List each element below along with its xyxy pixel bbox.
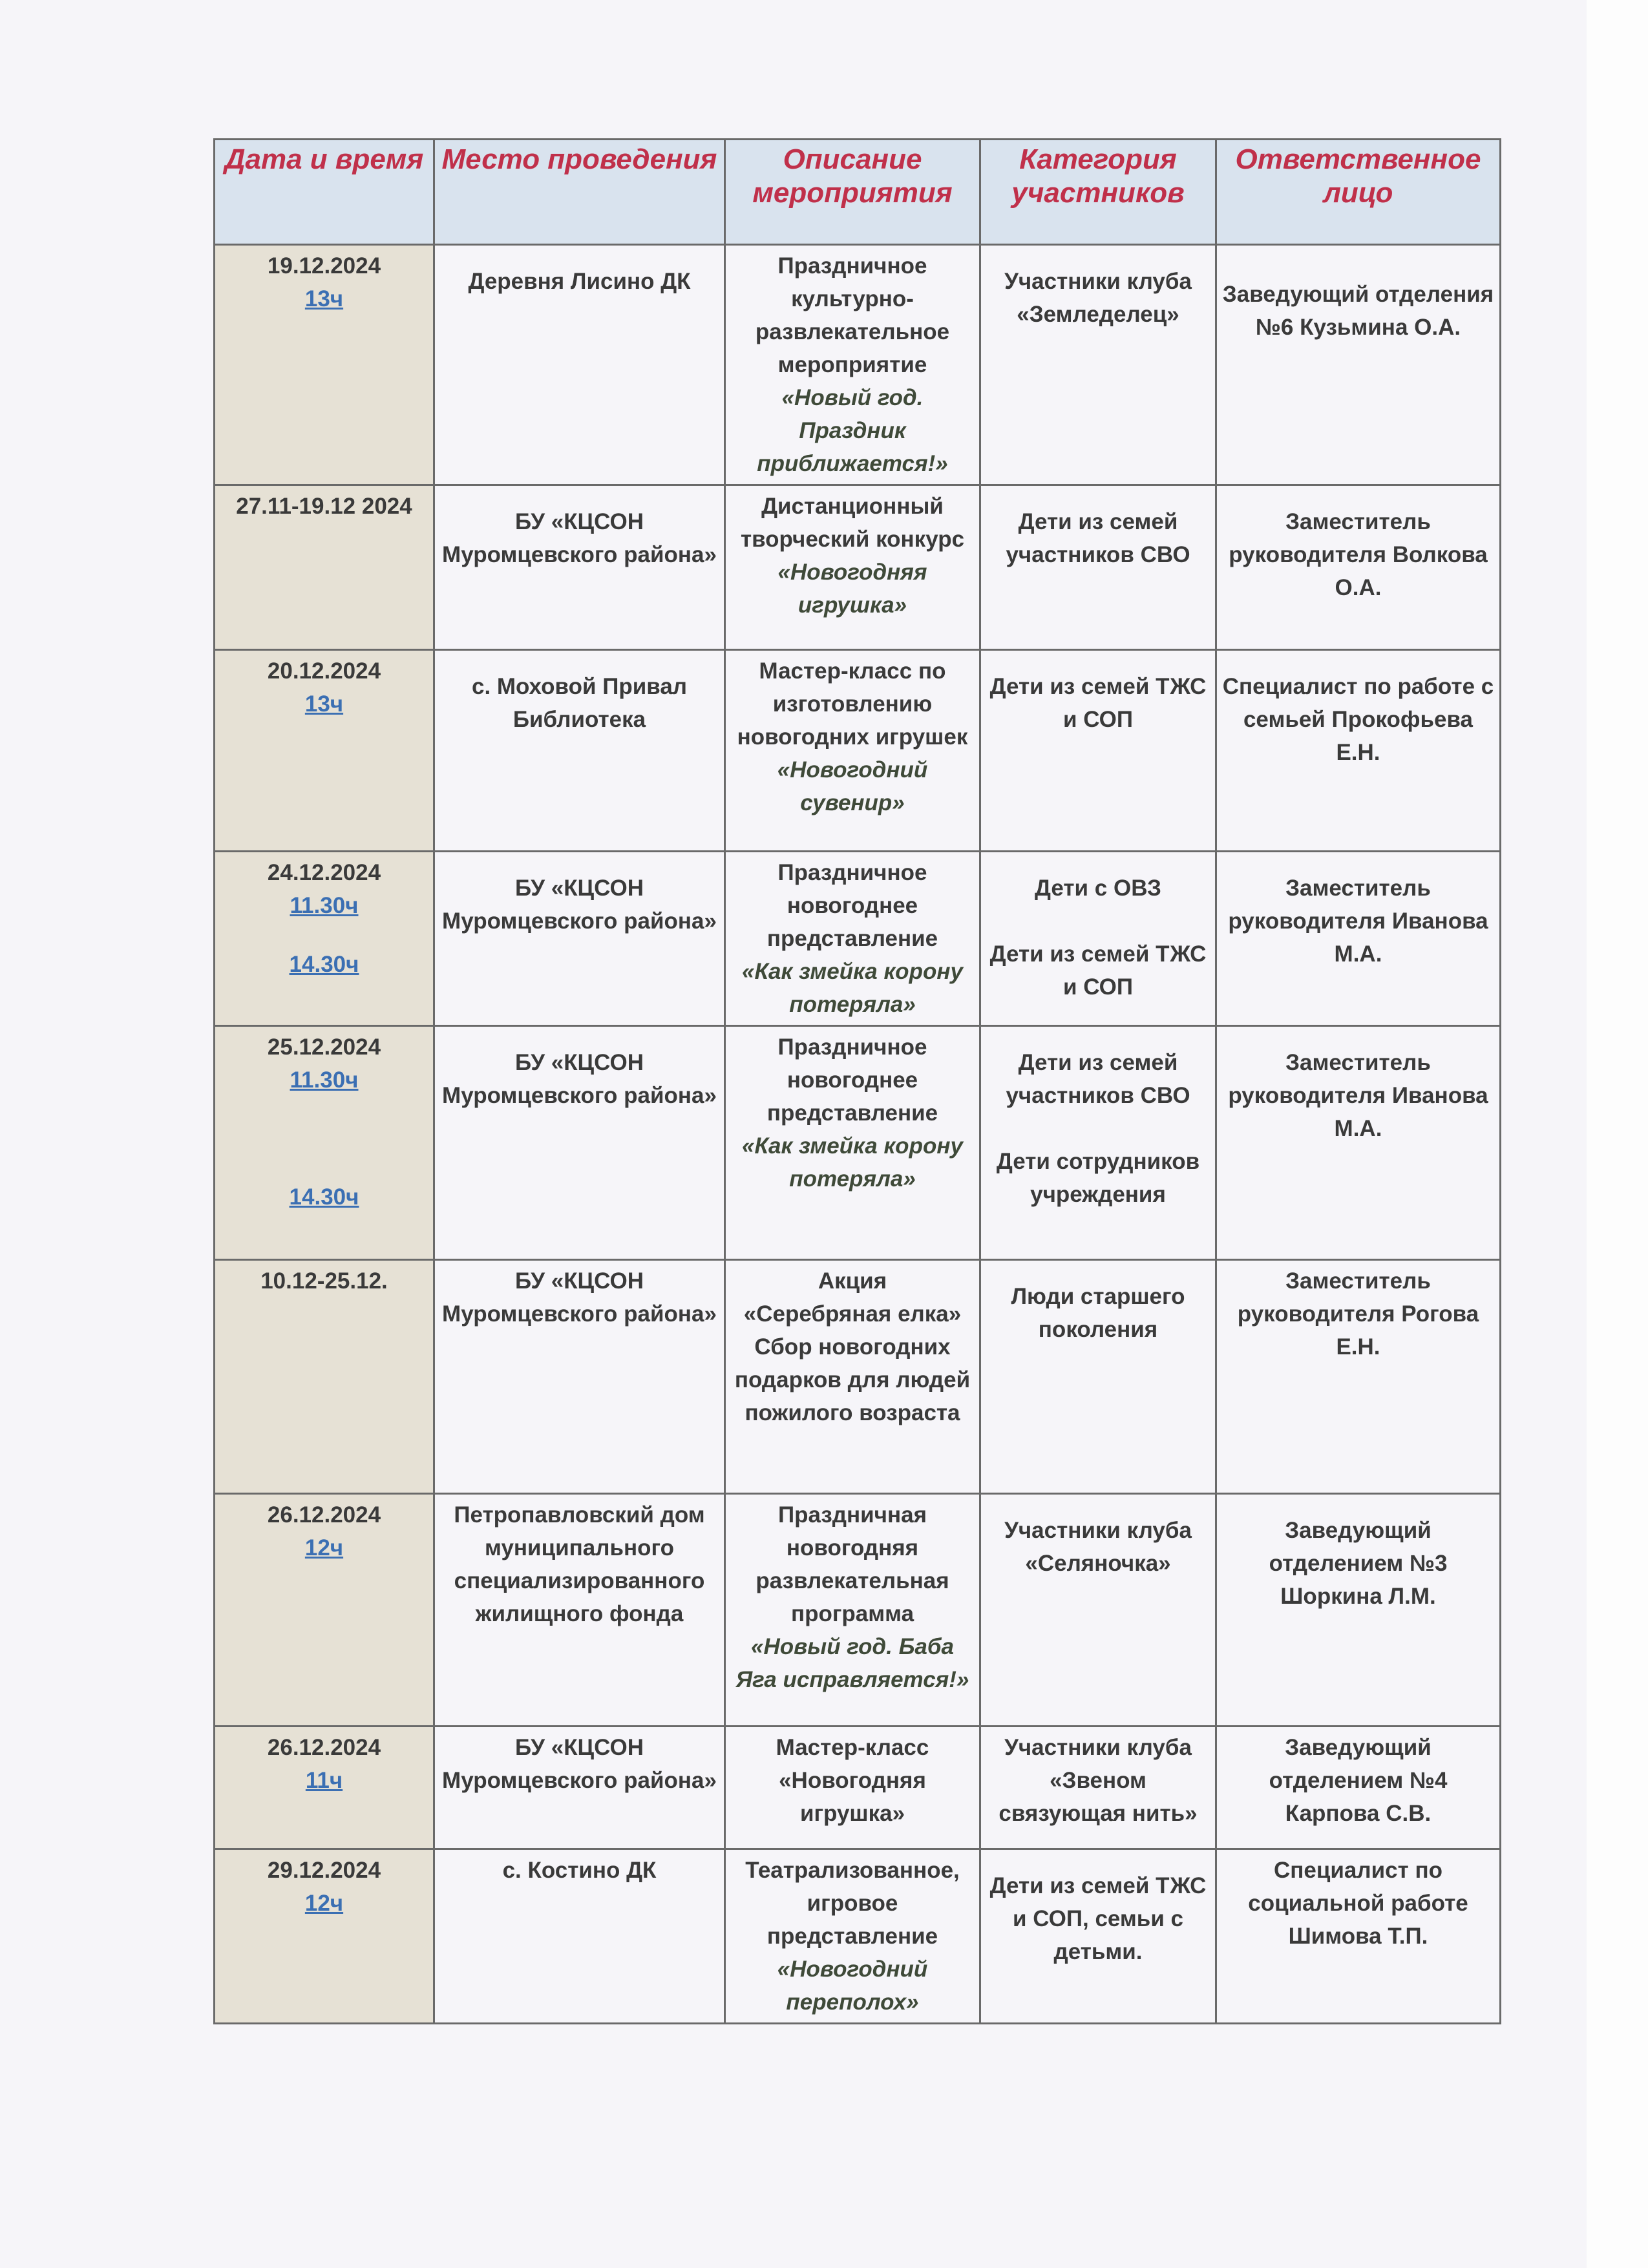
venue-cell: БУ «КЦСОН Муромцевского района» bbox=[434, 1260, 725, 1494]
event-description: Праздничное новогоднее представление bbox=[766, 860, 938, 951]
description-cell bbox=[725, 852, 980, 1026]
responsible-cell: Заведующий отделением №4 Карпова С.В. bbox=[1216, 1727, 1501, 1849]
event-title: «Как змейка корону потеряла» bbox=[742, 1133, 963, 1192]
venue-cell: БУ «КЦСОН Муромцевского района» bbox=[434, 1026, 725, 1260]
event-time-2: 14.30ч bbox=[289, 1184, 359, 1210]
description-cell bbox=[725, 245, 980, 485]
description-cell bbox=[725, 485, 980, 650]
description-cell bbox=[725, 1849, 980, 2024]
description-cell bbox=[725, 1260, 980, 1494]
date-cell bbox=[215, 1026, 434, 1260]
event-description: Праздничная новогодняя развлекательная программа bbox=[755, 1502, 949, 1626]
page-edge bbox=[1587, 0, 1648, 2268]
responsible-cell: Заведующий отделения №6 Кузьмина О.А. bbox=[1216, 245, 1501, 485]
event-time: 11.30ч bbox=[290, 893, 359, 918]
venue-cell: Петропавловский дом муниципального специализированного жилищного фонда bbox=[434, 1494, 725, 1727]
event-description: Акция bbox=[818, 1268, 887, 1294]
responsible-cell: Специалист по социальной работе Шимова Т.П. bbox=[1216, 1849, 1501, 2024]
responsible-cell: Заместитель руководителя Волкова О.А. bbox=[1216, 485, 1501, 650]
description-cell bbox=[725, 1026, 980, 1260]
category-cell: Дети из семей ТЖС и СОП bbox=[980, 650, 1216, 852]
date-cell bbox=[215, 852, 434, 1026]
event-date: 27.11-19.12 2024 bbox=[236, 494, 412, 519]
event-description: Праздничное культурно-развлекательное мероприятие bbox=[755, 253, 950, 377]
venue-cell: БУ «КЦСОН Муромцевского района» bbox=[434, 485, 725, 650]
category-cell: Люди старшего поколения bbox=[980, 1260, 1216, 1494]
category-cell: Участники клуба «Земледелец» bbox=[980, 245, 1216, 485]
event-description: Дистанционный творческий конкурс bbox=[740, 494, 965, 552]
event-date: 26.12.2024 bbox=[267, 1735, 381, 1760]
event-description-2: Сбор новогодних подарков для людей пожилого возраста bbox=[734, 1334, 971, 1425]
event-date: 26.12.2024 bbox=[267, 1502, 381, 1528]
table-row bbox=[215, 1494, 1501, 1727]
event-description: Мастер-класс по изготовлению новогодних игрушек bbox=[737, 658, 968, 750]
event-title: «Новогодний переполох» bbox=[777, 1957, 928, 2015]
event-time: 12ч bbox=[304, 1891, 344, 1916]
table-row bbox=[215, 650, 1501, 852]
participant-category-2: Дети сотрудников учреждения bbox=[996, 1149, 1200, 1207]
participant-category: Дети из семей участников СВО bbox=[1006, 1050, 1190, 1108]
event-time: 12ч bbox=[304, 1535, 344, 1560]
table-row bbox=[215, 485, 1501, 650]
events-table bbox=[213, 138, 1501, 2024]
description-cell bbox=[725, 1494, 980, 1727]
event-date: 24.12.2024 bbox=[267, 860, 381, 885]
category-cell: Дети из семей участников СВО bbox=[980, 485, 1216, 650]
responsible-cell: Заведующий отделением №3 Шоркина Л.М. bbox=[1216, 1494, 1501, 1727]
participant-category-2: Дети из семей ТЖС и СОП bbox=[989, 941, 1207, 1000]
event-title: «Как змейка корону потеряла» bbox=[742, 959, 963, 1017]
category-cell: Участники клуба «Звеном связующая нить» bbox=[980, 1727, 1216, 1849]
description-cell: Мастер-класс «Новогодняя игрушка» bbox=[725, 1727, 980, 1849]
event-title: «Новогодний сувенир» bbox=[777, 757, 928, 815]
date-cell bbox=[215, 1727, 434, 1849]
category-cell: Участники клуба «Селяночка» bbox=[980, 1494, 1216, 1727]
header-row bbox=[215, 140, 1501, 245]
date-cell bbox=[215, 650, 434, 852]
header-description: Описание мероприятия bbox=[725, 140, 980, 245]
event-title: «Новогодняя игрушка» bbox=[777, 560, 927, 618]
responsible-cell: Специалист по работе с семьей Прокофьева Е.Н. bbox=[1216, 650, 1501, 852]
event-title: «Новый год. Баба Яга исправляется!» bbox=[735, 1634, 969, 1692]
participant-category: Дети с ОВЗ bbox=[1035, 876, 1161, 901]
event-title: «Новый год. Праздник приближается!» bbox=[757, 385, 948, 476]
venue-cell: БУ «КЦСОН Муромцевского района» bbox=[434, 852, 725, 1026]
responsible-cell: Заместитель руководителя Иванова М.А. bbox=[1216, 852, 1501, 1026]
table-row bbox=[215, 852, 1501, 1026]
table-row bbox=[215, 1260, 1501, 1494]
event-description: Праздничное новогоднее представление bbox=[766, 1034, 938, 1126]
table-row bbox=[215, 245, 1501, 485]
event-time: 11ч bbox=[305, 1768, 343, 1793]
table-row bbox=[215, 1026, 1501, 1260]
category-cell bbox=[980, 852, 1216, 1026]
responsible-cell: Заместитель руководителя Иванова М.А. bbox=[1216, 1026, 1501, 1260]
category-cell bbox=[980, 1026, 1216, 1260]
venue-cell: с. Моховой Привал Библиотека bbox=[434, 650, 725, 852]
header-category: Категория участников bbox=[980, 140, 1216, 245]
category-cell: Дети из семей ТЖС и СОП, семьи с детьми. bbox=[980, 1849, 1216, 2024]
header-date-time: Дата и время bbox=[215, 140, 434, 245]
event-date: 29.12.2024 bbox=[267, 1858, 381, 1883]
header-venue: Место проведения bbox=[434, 140, 725, 245]
event-date: 19.12.2024 bbox=[267, 253, 381, 278]
event-date: 10.12-25.12. bbox=[260, 1268, 388, 1294]
table-row bbox=[215, 1849, 1501, 2024]
event-description: Театрализованное, игровое представление bbox=[745, 1858, 960, 1949]
table-row bbox=[215, 1727, 1501, 1849]
date-cell bbox=[215, 1260, 434, 1494]
date-cell bbox=[215, 1494, 434, 1727]
venue-cell: Деревня Лисино ДК bbox=[434, 245, 725, 485]
description-cell bbox=[725, 650, 980, 852]
event-date: 20.12.2024 bbox=[267, 658, 381, 684]
event-title: «Серебряная елка» bbox=[743, 1301, 962, 1327]
event-time: 11.30ч bbox=[290, 1067, 359, 1093]
venue-cell: с. Костино ДК bbox=[434, 1849, 725, 2024]
event-date: 25.12.2024 bbox=[267, 1034, 381, 1060]
event-time: 13ч bbox=[304, 286, 344, 311]
venue-cell: БУ «КЦСОН Муромцевского района» bbox=[434, 1727, 725, 1849]
event-time: 13ч bbox=[304, 691, 344, 717]
responsible-cell: Заместитель руководителя Рогова Е.Н. bbox=[1216, 1260, 1501, 1494]
date-cell bbox=[215, 245, 434, 485]
date-cell bbox=[215, 1849, 434, 2024]
date-cell bbox=[215, 485, 434, 650]
header-responsible: Ответственное лицо bbox=[1216, 140, 1501, 245]
event-time-2: 14.30ч bbox=[289, 952, 359, 977]
